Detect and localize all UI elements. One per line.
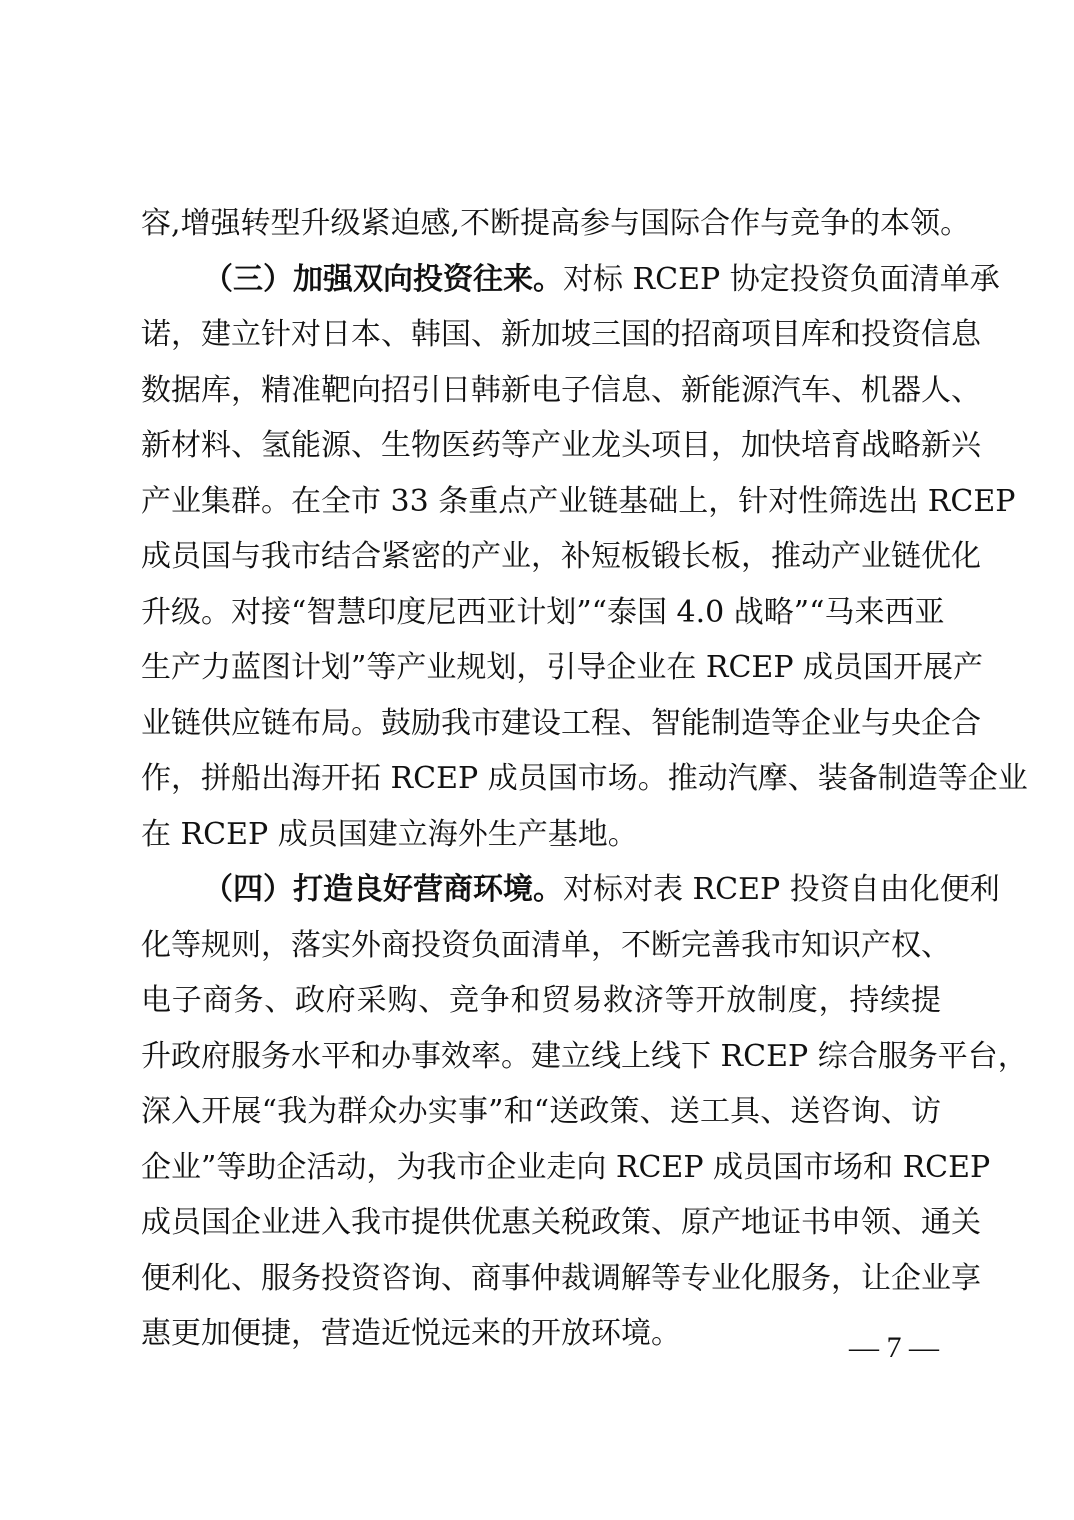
text-line: 化等规则，落实外商投资负面清单，不断完善我市知识产权、 xyxy=(141,927,951,963)
text-line: 企业”等助企活动，为我市企业走向 RCEP 成员国市场和 RCEP xyxy=(141,1149,991,1185)
text-line: 升政府服务水平和办事效率。建立线上线下 RCEP 综合服务平台， xyxy=(141,1038,1028,1074)
text-line: 成员国与我市结合紧密的产业，补短板锻长板，推动产业链优化 xyxy=(141,539,981,574)
section-text: 对标 RCEP 协定投资负面清单承 xyxy=(563,261,1000,297)
text-line: 数据库，精准靶向招引日韩新电子信息、新能源汽车、机器人、 xyxy=(141,372,981,408)
section-text: 对标对表 RCEP 投资自由化便利 xyxy=(563,872,1000,907)
text-line: 便利化、服务投资咨询、商事仲裁调解等专业化服务，让企业享 xyxy=(141,1260,981,1296)
text-line: 作，拼船出海开拓 RCEP 成员国市场。推动汽摩、装备制造等企业 xyxy=(141,761,1028,796)
text-line: 诺，建立针对日本、韩国、新加坡三国的招商项目库和投资信息 xyxy=(141,317,981,352)
text-line: 成员国企业进入我市提供优惠关税政策、原产地证书申领、通关 xyxy=(141,1205,981,1240)
text-line: 惠更加便捷，营造近悦远来的开放环境。 xyxy=(141,1316,681,1351)
text-line: 电子商务、政府采购、竞争和贸易救济等开放制度，持续提 xyxy=(141,983,941,1018)
document-body xyxy=(141,196,1028,1362)
page-number: — 7 — xyxy=(849,1331,939,1364)
text-line: 在 RCEP 成员国建立海外生产基地。 xyxy=(141,816,638,852)
section-heading-line xyxy=(141,862,1000,918)
text-line: 容,增强转型升级紧迫感,不断提高参与国际合作与竞争的本领。 xyxy=(141,206,971,241)
text-line: 深入开展“我为群众办实事”和“送政策、送工具、送咨询、访 xyxy=(141,1094,941,1129)
text-line: 业链供应链布局。鼓励我市建设工程、智能制造等企业与央企合 xyxy=(141,705,981,741)
section-heading-3: （三）加强双向投资往来。 xyxy=(203,261,563,297)
text-line: 升级。对接“智慧印度尼西亚计划”“泰国 4.0 战略”“马来西亚 xyxy=(141,594,945,630)
text-line: 新材料、氢能源、生物医药等产业龙头项目，加快培育战略新兴 xyxy=(141,428,981,463)
text-line: 生产力蓝图计划”等产业规划，引导企业在 RCEP 成员国开展产 xyxy=(141,650,984,685)
text-line: 产业集群。在全市 33 条重点产业链基础上，针对性筛选出 RCEP xyxy=(141,483,1016,519)
section-heading-line xyxy=(141,252,1000,308)
section-heading-4: （四）打造良好营商环境。 xyxy=(203,872,563,907)
